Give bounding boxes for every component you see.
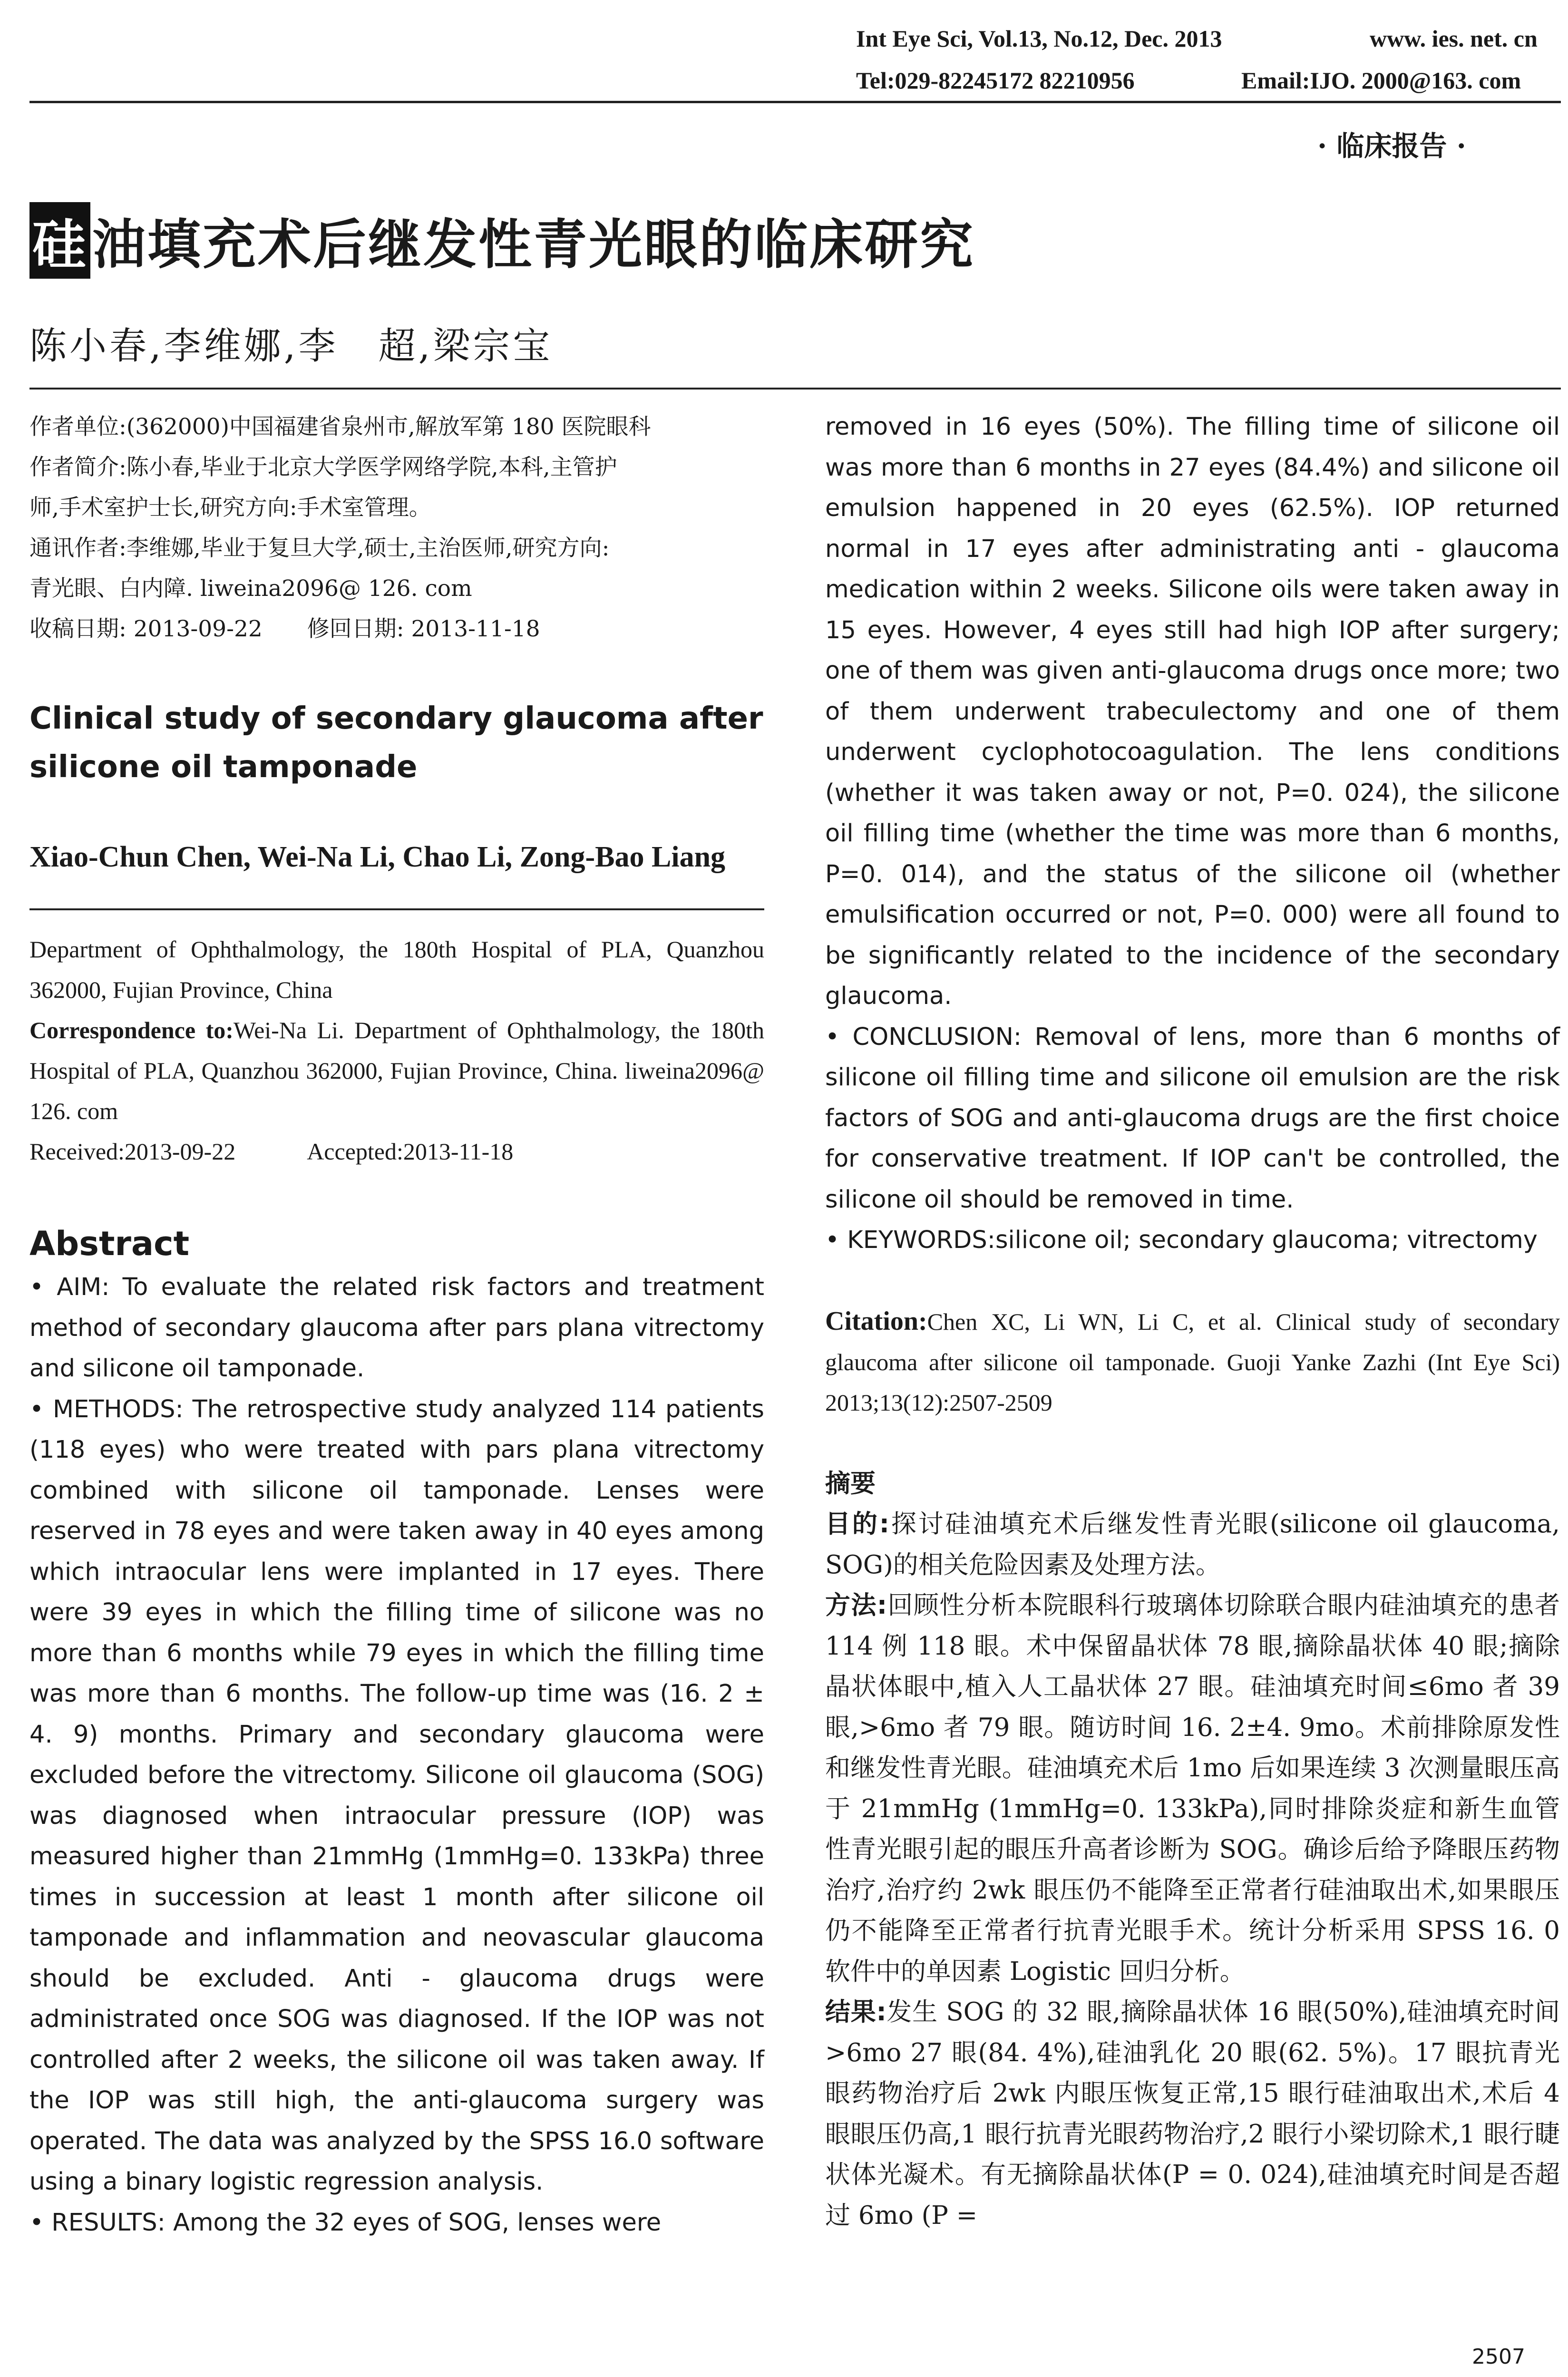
- page-number: 2507: [1472, 2345, 1525, 2369]
- section-tag: · 临床报告 ·: [1317, 130, 1466, 162]
- affiliation-rule: [29, 908, 764, 910]
- abstract-keywords: • KEYWORDS:silicone oil; secondary glaucoma; vitrectomy: [825, 1226, 1538, 1254]
- journal-volume: Int Eye Sci, Vol.13, No.12, Dec. 2013: [856, 25, 1222, 52]
- correspondence-label: Correspondence to:: [29, 1017, 234, 1043]
- abstract-results-start: • RESULTS: Among the 32 eyes of SOG, lenses were: [29, 2208, 662, 2237]
- journal-phone: Tel:029-82245172 82210956: [856, 67, 1135, 94]
- abstract-left: [29, 1267, 764, 2243]
- cn-results: 结果:发生 SOG 的 32 眼,摘除晶状体 16 眼(50%),硅油填充时间>6mo 27 眼(84. 4%),硅油乳化 20 眼(62. 5%)。17 眼抗青光眼药物治疗后 2wk 内眼压恢复正常,15 眼行硅油取出术,术后 4 眼眼压仍高,1 眼行抗青光眼药物治疗,2 眼行小梁切除术,1 眼行睫状体光凝术。有无摘除晶状体(P = 0. 024),硅油填充时间是否超过 6mo (P =: [825, 1997, 1560, 2230]
- correspondence-text: Wei-Na Li. Department of Ophthalmology, the 180th Hospital of PLA, Quanzhou 362000, Fujian Province, China. liweina2096@ 126. com: [29, 1017, 764, 1124]
- citation: [825, 1301, 1560, 1423]
- cn-results-label: 结果:: [825, 1997, 886, 2026]
- abstract-aim: • AIM: To evaluate the related risk factors and treatment method of secondary glaucoma after pars plana vitrectomy and silicone oil tamponade.: [29, 1273, 764, 1383]
- abstract-methods: • METHODS: The retrospective study analyzed 114 patients (118 eyes) who were treated with pars plana vitrectomy combined with silicone oil tamponade. Lenses were reserved in 78 eyes and were taken away in 40 eyes among which intraocular lens were implanted in 17 eyes. There were 39 eyes in which the filling time of silicone was no more than 6 months while 79 eyes in which the filling time was more than 6 months. The follow-up time was (16. 2 ± 4. 9) months. Primary and secondary glaucoma were excluded before the vitrectomy. Silicone oil glaucoma (SOG) was diagnosed when intraocular pressure (IOP) was measured higher than 21mmHg (1mmHg=0. 133kPa) three times in succession at least 1 month after silicone oil tamponade and inflammation and neovascular glaucoma should be excluded. Anti - glaucoma drugs were administrated once SOG was diagnosed. If the IOP was not controlled after 2 weeks, the silicone oil was taken away. If the IOP was still high, the anti-glaucoma surgery was operated. The data was analyzed by the SPSS 16.0 software using a binary logistic regression analysis.: [29, 1395, 764, 2196]
- received-accepted: Received:2013-09-22 Accepted:2013-11-18: [29, 1138, 514, 1165]
- header-rule: [29, 101, 1561, 103]
- article-title: [29, 202, 975, 279]
- cn-methods: 方法:回顾性分析本院眼科行玻璃体切除联合眼内硅油填充的患者 114 例 118 眼。术中保留晶状体 78 眼,摘除晶状体 40 眼;摘除晶状体眼中,植入人工晶状体 27 眼。硅油填充时间≤6mo 者 39 眼,>6mo 者 79 眼。随访时间 16. 2±4. 9mo。术前排除原发性和继发性青光眼。硅油填充术后 1mo 后如果连续 3 次测量眼压高于 21mmHg (1mmHg=0. 133kPa),同时排除炎症和新生血管性青光眼引起的眼压升高者诊断为 SOG。确诊后给予降眼压药物治疗,治疗约 2wk 眼压仍不能降至正常者行硅油取出术,如果眼压仍不能降至正常者行抗青光眼手术。统计分析采用 SPSS 16. 0 软件中的单因素 Logistic 回归分析。: [825, 1591, 1560, 1986]
- author-bio-1: 作者简介:陈小春,毕业于北京大学医学网络学院,本科,主管护: [29, 454, 617, 480]
- authors-cn: 陈小春,李维娜,李 超,梁宗宝: [29, 325, 553, 368]
- abstract-heading: Abstract: [29, 1224, 190, 1263]
- author-unit: 作者单位:(362000)中国福建省泉州市,解放军第 180 医院眼科: [29, 414, 651, 440]
- journal-email: Email:IJO. 2000@163. com: [1241, 67, 1521, 94]
- abstract-conclusion: • CONCLUSION: Removal of lens, more than 6 months of silicone oil filling time and silicone oil emulsion are the risk factors of SOG and anti-glaucoma drugs are the first choice for conservative treatment. If IOP can't be controlled, the silicone oil should be removed in time.: [825, 1023, 1560, 1214]
- abstract-right: [825, 407, 1560, 1261]
- author-info: [29, 407, 764, 649]
- corresponding-author-2: 青光眼、白内障. liweina2096@ 126. com: [29, 575, 472, 602]
- cn-methods-label: 方法:: [825, 1591, 887, 1620]
- correspondence: [29, 1010, 764, 1131]
- english-title: Clinical study of secondary glaucoma after silicone oil tamponade: [29, 701, 763, 785]
- author-bio-2: 师,手术室护士长,研究方向:手术室管理。: [29, 495, 431, 521]
- title-first-char: 硅: [29, 202, 90, 279]
- received-dates-cn: 收稿日期: 2013-09-22 修回日期: 2013-11-18: [29, 616, 540, 642]
- english-authors: Xiao-Chun Chen, Wei-Na Li, Chao Li, Zong-Bao Liang: [29, 841, 726, 873]
- corresponding-author-1: 通讯作者:李维娜,毕业于复旦大学,硕士,主治医师,研究方向:: [29, 535, 610, 561]
- journal-website: www. ies. net. cn: [1370, 25, 1538, 52]
- citation-text: Chen XC, Li WN, Li C, et al. Clinical study of secondary glaucoma after silicone oil tamponade. Guoji Yanke Zazhi (Int Eye Sci) 2013;13(12):2507-2509: [825, 1308, 1560, 1416]
- right-column: [825, 407, 1560, 2236]
- citation-label: Citation:: [825, 1306, 927, 1336]
- cn-aim-label: 目的:: [825, 1510, 889, 1539]
- cn-abstract-heading: 摘要: [825, 1469, 876, 1498]
- department: Department of Ophthalmology, the 180th Hospital of PLA, Quanzhou 362000, Fujian Province, China: [29, 936, 764, 1003]
- affiliation: [29, 929, 764, 1172]
- title-rule: [29, 388, 1561, 390]
- cn-aim: 目的:探讨硅油填充术后继发性青光眼(silicone oil glaucoma, SOG)的相关危险因素及处理方法。: [825, 1510, 1560, 1579]
- abstract-results-cont: removed in 16 eyes (50%). The filling time of silicone oil was more than 6 months in 27 eyes (84.4%) and silicone oil emulsion happened in 20 eyes (62.5%). IOP returned normal in 17 eyes after administrating anti - glaucoma medication within 2 weeks. Silicone oils were taken away in 15 eyes. However, 4 eyes still had high IOP after surgery; one of them was given anti-glaucoma drugs once more; two of them underwent trabeculectomy and one of them underwent cyclophotocoagulation. The lens conditions (whether it was taken away or not, P=0. 024), the silicone oil filling time (whether the time was more than 6 months, P=0. 014), and the status of the silicone oil (whether emulsification occurred or not, P=0. 000) were all found to be significantly related to the incidence of the secondary glaucoma.: [825, 413, 1560, 1010]
- title-rest: 油填充术后继发性青光眼的临床研究: [92, 214, 975, 276]
- journal-info: [856, 25, 1222, 52]
- cn-abstract: [825, 1463, 1560, 2236]
- left-column: [29, 407, 764, 2243]
